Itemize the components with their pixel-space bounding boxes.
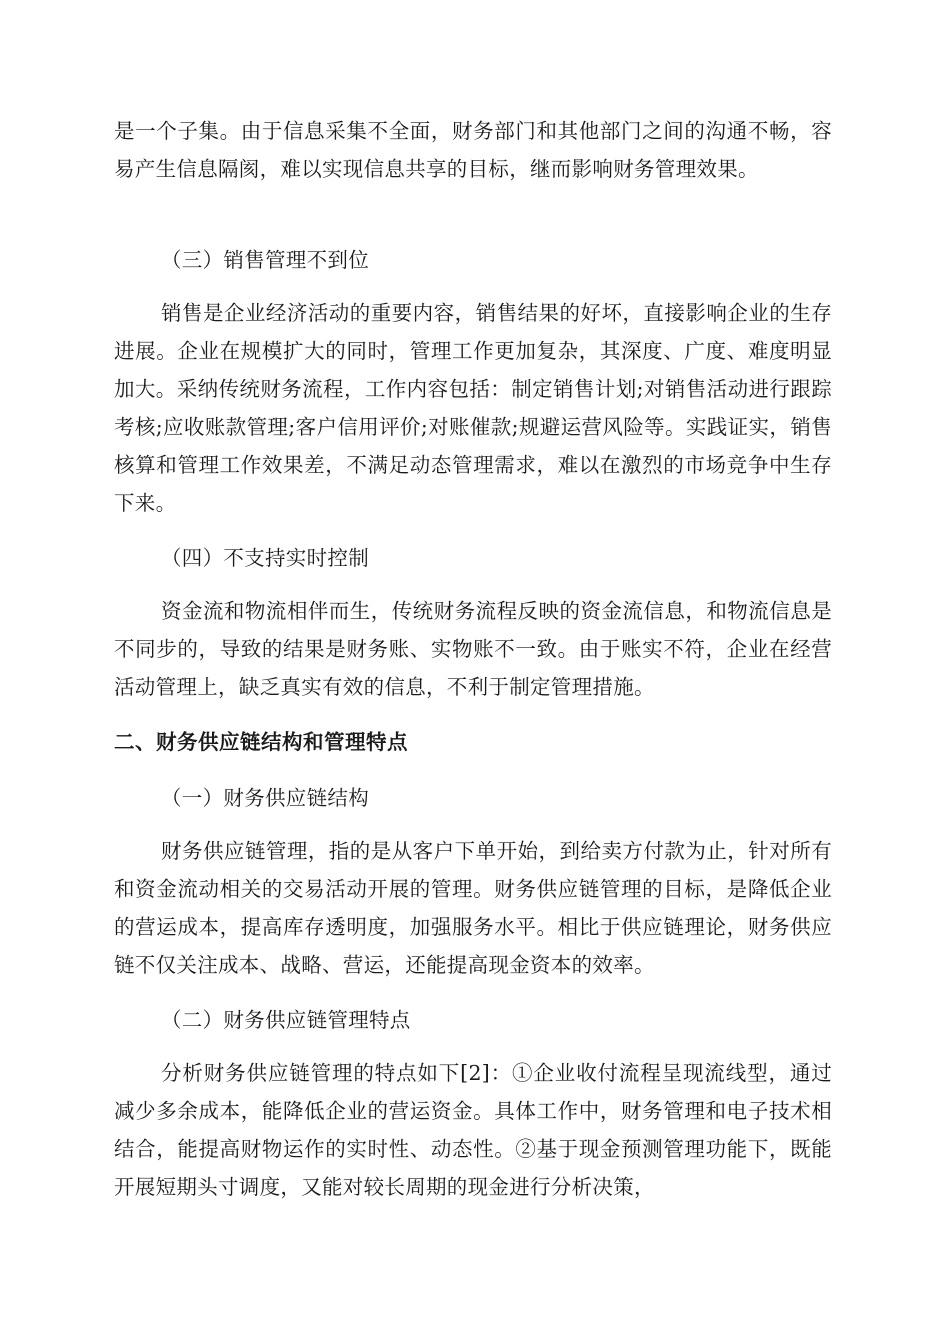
paragraph-supply-chain-structure: 财务供应链管理，指的是从客户下单开始，到给卖方付款为止，针对所有和资金流动相关的交易活动开展的管理。财务供应链管理的目标，是降低企业的营运成本，提高库存透明度，加强服务水平。相比于供应链理论，财务供应链不仅关注成本、战略、营运，还能提高现金资本的效率。 [114, 839, 832, 977]
subheading-supply-chain-structure: （一）财务供应链结构 [161, 786, 369, 810]
paragraph-realtime-control: 资金流和物流相伴而生，传统财务流程反映的资金流信息，和物流信息是不同步的，导致的结果是财务账、实物账不一致。由于账实不符，企业在经营活动管理上，缺乏真实有效的信息，不利于制定管理措施。 [114, 599, 832, 699]
subheading-realtime-control: （四）不支持实时控制 [161, 546, 369, 570]
subheading-sales-management: （三）销售管理不到位 [161, 248, 369, 272]
section-heading-financial-supply-chain: 二、财务供应链结构和管理特点 [114, 730, 408, 754]
paragraph-sales-management: 销售是企业经济活动的重要内容，销售结果的好坏，直接影响企业的生存进展。企业在规模扩大的同时，管理工作更加复杂，其深度、广度、难度明显加大。采纳传统财务流程，工作内容包括：制定销售计划;对销售活动进行跟踪考核;应收账款管理;客户信用评价;对账催款;规避运营风险等。实践证实，销售核算和管理工作效果差，不满足动态管理需求，难以在激烈的市场竞争中生存下来。 [114, 301, 832, 515]
subheading-supply-chain-features: （二）财务供应链管理特点 [161, 1008, 411, 1032]
paragraph-supply-chain-features: 分析财务供应链管理的特点如下[2]：①企业收付流程呈现流线型，通过减少多余成本，能降低企业的营运资金。具体工作中，财务管理和电子技术相结合，能提高财物运作的实时性、动态性。②基于现金预测管理功能下，既能开展短期头寸调度，又能对较长周期的现金进行分析决策， [114, 1061, 832, 1199]
paragraph-info-silo: 是一个子集。由于信息采集不全面，财务部门和其他部门之间的沟通不畅，容易产生信息隔阂，难以实现信息共享的目标，继而影响财务管理效果。 [114, 119, 832, 181]
